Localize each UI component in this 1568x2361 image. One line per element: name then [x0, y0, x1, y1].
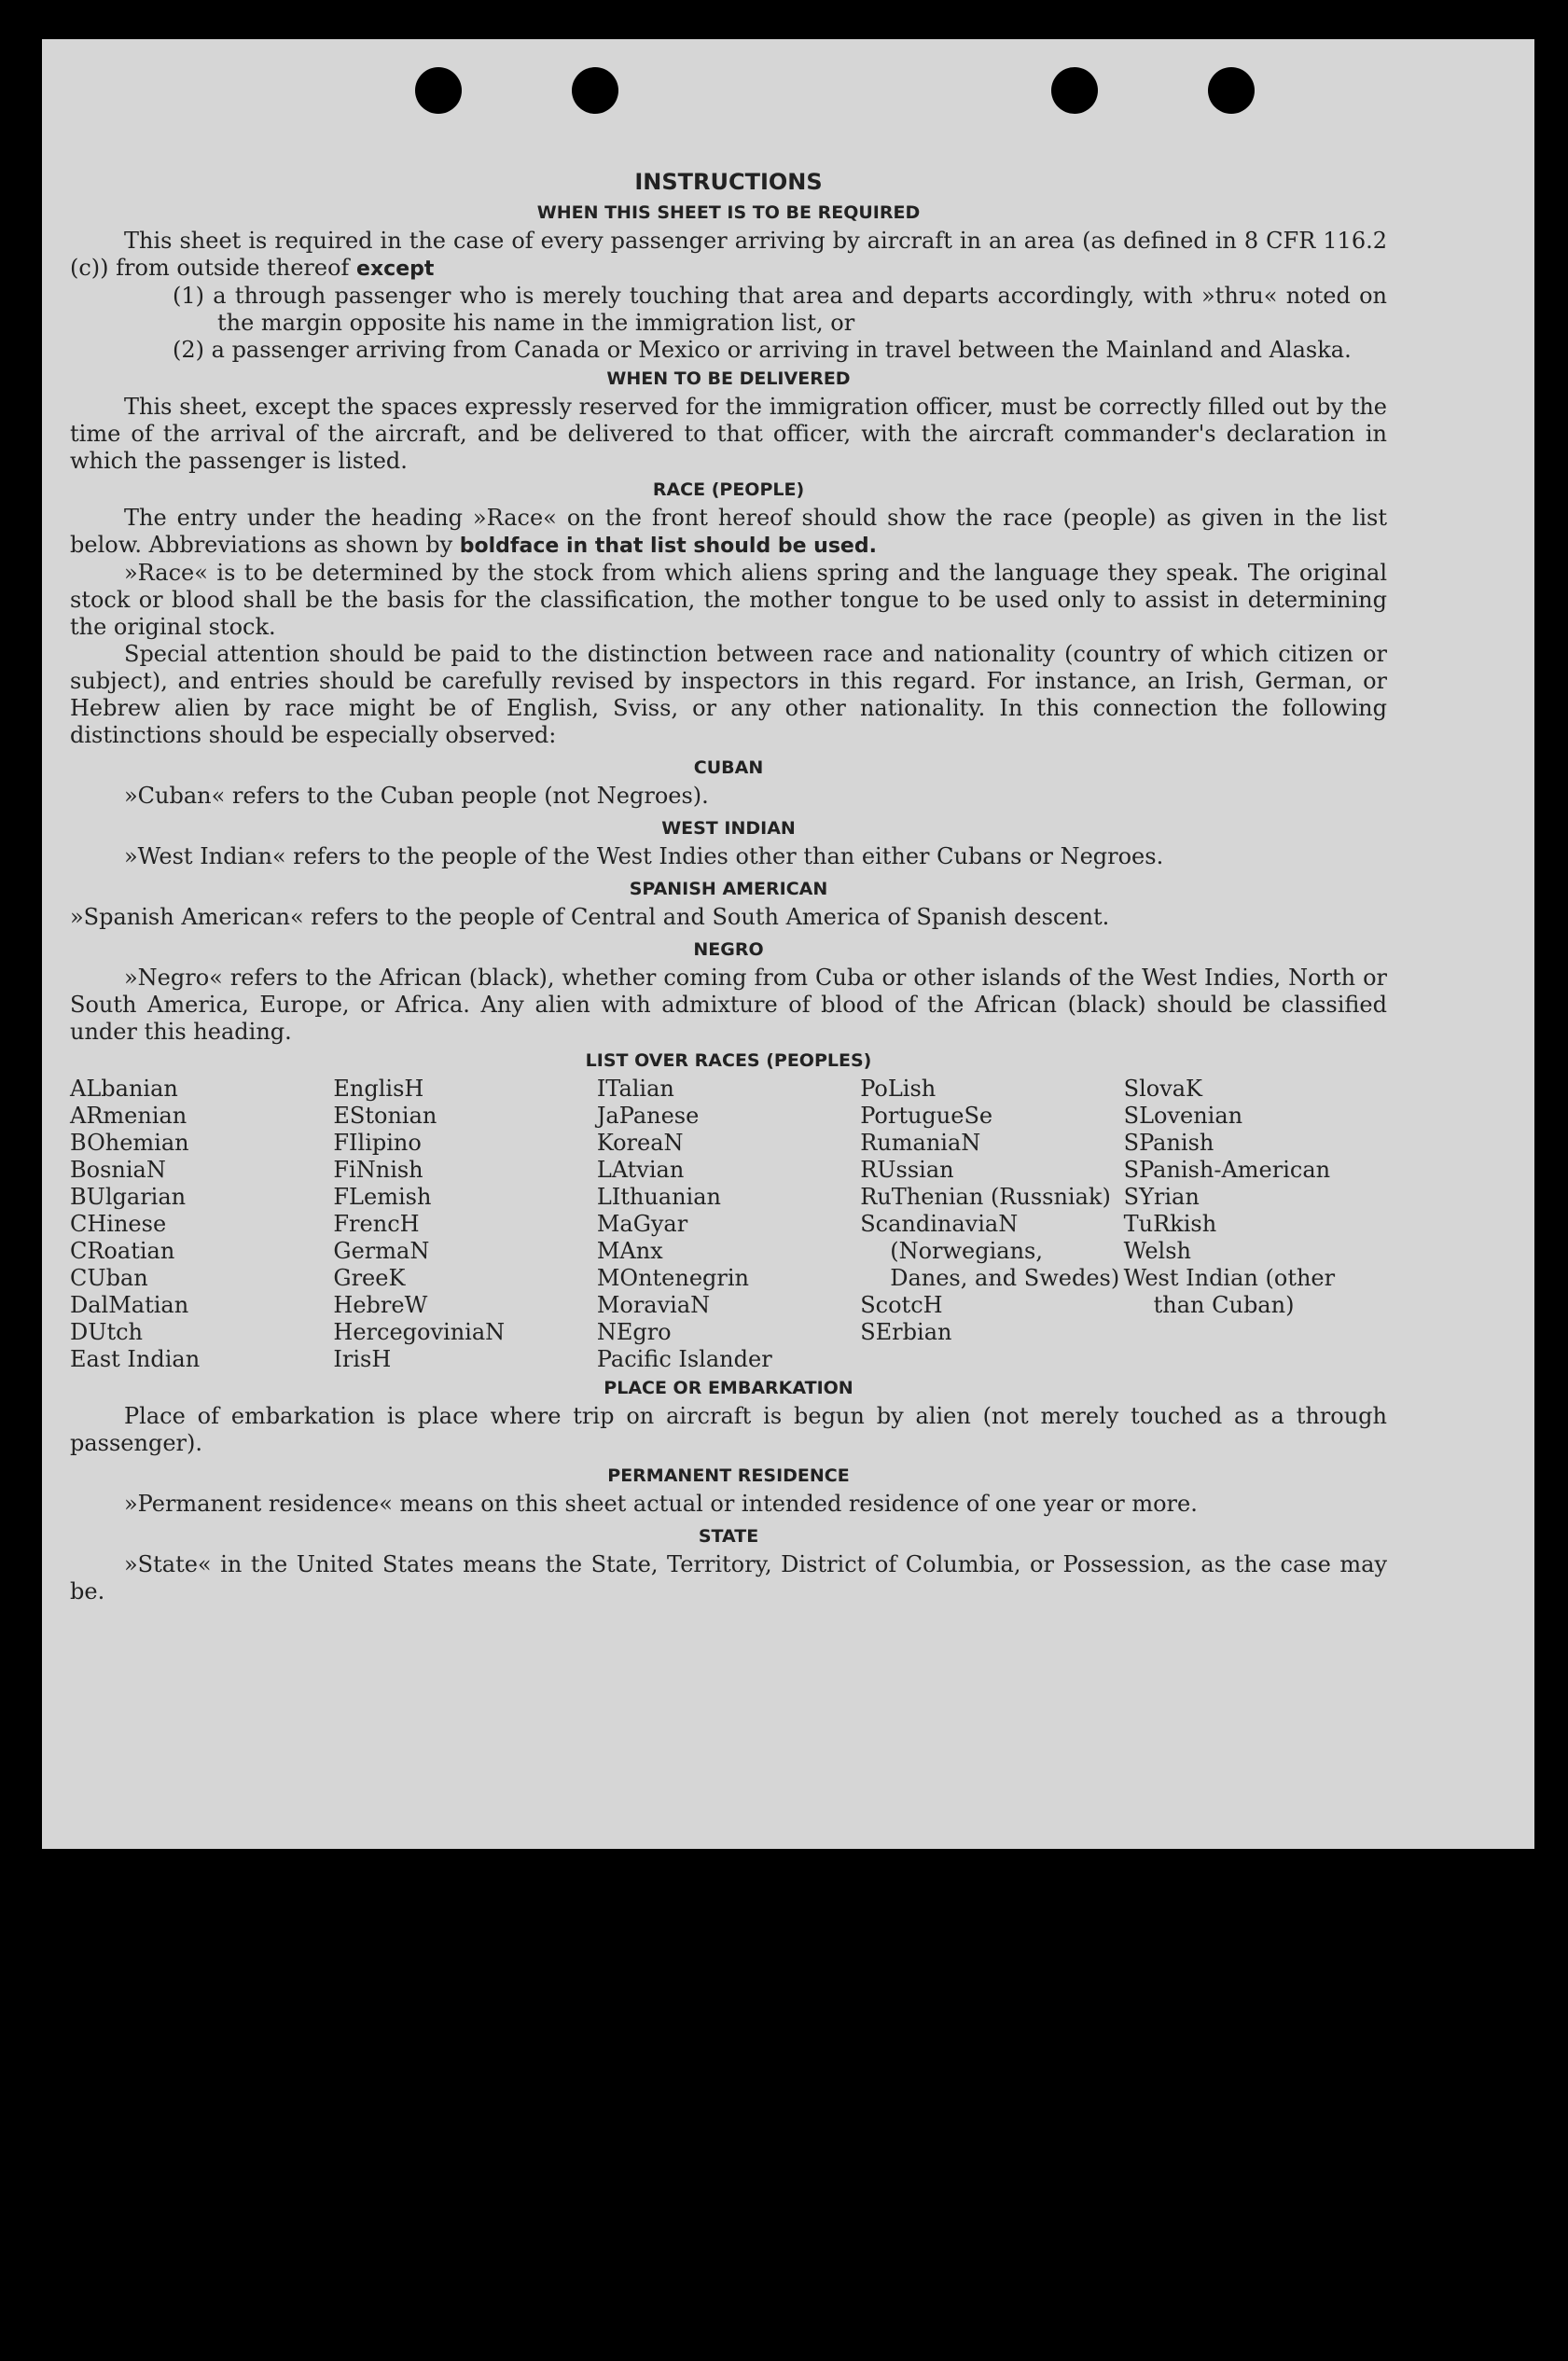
punch-hole	[572, 67, 618, 114]
race-list-item: ITalian	[596, 1076, 674, 1102]
race-list-item: ScotcH	[860, 1292, 943, 1318]
race-list-item: MoraviaN	[596, 1292, 711, 1318]
race-list-item: FrencH	[333, 1211, 420, 1237]
race-list-item: East Indian	[70, 1346, 201, 1372]
race-paragraph-1-keyword: boldface in that list should be used.	[459, 535, 877, 558]
race-list-item: NEgro	[596, 1319, 672, 1345]
race-list-item: DalMatian	[70, 1292, 189, 1318]
race-list-item: TuRkish	[1123, 1211, 1217, 1237]
race-list-item: CHinese	[70, 1211, 167, 1237]
instruction-sheet	[42, 39, 1534, 1849]
section-title-delivered: WHEN TO BE DELIVERED	[606, 368, 851, 389]
race-list-item: EnglisH	[333, 1076, 424, 1102]
section-title-race: RACE (PEOPLE)	[652, 479, 805, 500]
race-list-item: PoLish	[860, 1076, 937, 1102]
race-list-item: Welsh	[1123, 1238, 1191, 1264]
race-list-item: SErbian	[860, 1319, 952, 1345]
instructions-body	[70, 168, 1387, 1605]
race-list-item: SPanish-American	[1123, 1157, 1331, 1183]
race-list-column-4	[860, 1076, 1123, 1373]
race-list-item: CUban	[70, 1265, 148, 1291]
race-list-item: KoreaN	[596, 1130, 684, 1156]
race-list-item: SlovaK	[1123, 1076, 1202, 1102]
race-list-item: CRoatian	[70, 1238, 175, 1264]
race-list-column-5	[1124, 1076, 1387, 1373]
required-intro: This sheet is required in the case of every passenger arriving by aircraft in an area (as defined in 8 CFR 116.2 (c)) from outside thereof except	[70, 228, 1387, 281]
punch-hole	[415, 67, 462, 114]
race-list-item: GreeK	[333, 1265, 406, 1291]
race-list-item: FIlipino	[333, 1130, 422, 1156]
race-list	[70, 1076, 1387, 1373]
race-list-item: RumaniaN	[860, 1130, 981, 1156]
section-title-spanish-american: SPANISH AMERICAN	[629, 879, 828, 899]
race-list-item: LIthuanian	[596, 1184, 721, 1210]
punch-hole	[1208, 67, 1255, 114]
residence-text: »Permanent residence« means on this sheet actual or intended residence of one year or more.	[124, 1491, 1198, 1517]
embarkation-text: Place of embarkation is place where trip on aircraft is begun by alien (not merely touched as a through passenger).	[70, 1403, 1387, 1456]
race-list-column-1	[70, 1076, 333, 1373]
race-list-column-2	[333, 1076, 596, 1373]
section-title-cuban: CUBAN	[693, 757, 764, 778]
race-list-item: BUlgarian	[70, 1184, 187, 1210]
race-list-item: FLemish	[333, 1184, 432, 1210]
race-list-item: FiNnish	[333, 1157, 423, 1183]
section-title-embarkation: PLACE OR EMBARKATION	[604, 1378, 853, 1398]
race-list-item: SYrian	[1123, 1184, 1200, 1210]
section-title-state: STATE	[698, 1526, 759, 1547]
section-title-residence: PERMANENT RESIDENCE	[607, 1465, 850, 1486]
race-list-item: ScandinaviaN (Norwegians, Danes, and Swedes)	[860, 1211, 1120, 1291]
race-list-item: IrisH	[333, 1346, 392, 1372]
race-list-item: PortugueSe	[860, 1103, 993, 1129]
race-list-item: BOhemian	[70, 1130, 189, 1156]
race-paragraph-2: »Race« is to be determined by the stock from which aliens spring and the language they speak. The original stock or blood shall be the basis for the classification, the mother tongue to be used only to assist in determining the original stock.	[70, 560, 1387, 640]
race-list-item: West Indian (other than Cuban)	[1123, 1265, 1336, 1318]
delivered-text: This sheet, except the spaces expressly reserved for the immigration officer, must be correctly filled out by the time of the arrival of the aircraft, and be delivered to that officer, with the aircraft commander's declaration in which the passenger is listed.	[70, 394, 1387, 474]
race-list-item: RuThenian (Russniak)	[860, 1184, 1111, 1210]
race-list-item: HebreW	[333, 1292, 428, 1318]
race-list-item: MAnx	[596, 1238, 663, 1264]
race-list-item: MOntenegrin	[596, 1265, 749, 1291]
race-list-item: MaGyar	[596, 1211, 688, 1237]
west-indian-text: »West Indian« refers to the people of the West Indies other than either Cubans or Negroes.	[124, 843, 1164, 869]
race-list-item: SPanish	[1123, 1130, 1214, 1156]
state-text: »State« in the United States means the State, Territory, District of Columbia, or Possession, as the case may be.	[70, 1551, 1387, 1604]
race-list-item: JaPanese	[596, 1103, 700, 1129]
section-title-required: WHEN THIS SHEET IS TO BE REQUIRED	[536, 202, 921, 223]
race-list-item: Pacific Islander	[596, 1346, 772, 1372]
negro-text: »Negro« refers to the African (black), whether coming from Cuba or other islands of the West Indies, North or South America, Europe, or Africa. Any alien with admixture of blood of the African (black) should be classified under this heading.	[70, 965, 1387, 1045]
race-list-item: ARmenian	[70, 1103, 187, 1129]
race-list-column-3	[597, 1076, 860, 1373]
page-title: INSTRUCTIONS	[634, 169, 823, 195]
required-item-2: (2) a passenger arriving from Canada or Mexico or arriving in travel between the Mainland and Alaska.	[173, 337, 1352, 363]
race-list-item: SLovenian	[1123, 1103, 1243, 1129]
race-list-item: BosniaN	[70, 1157, 166, 1183]
section-title-west-indian: WEST INDIAN	[661, 818, 796, 839]
race-paragraph-1: The entry under the heading »Race« on the front hereof should show the race (people) as given in the list below. Abbreviations as shown by boldface in that list should be used.	[70, 505, 1387, 558]
punch-hole	[1051, 67, 1098, 114]
required-item-1: (1) a through passenger who is merely touching that area and departs accordingly, with »thru« noted on the margin opposite his name in the immigration list, or	[173, 283, 1387, 336]
race-list-item: LAtvian	[596, 1157, 685, 1183]
section-title-race-list: LIST OVER RACES (PEOPLES)	[585, 1050, 872, 1071]
cuban-text: »Cuban« refers to the Cuban people (not Negroes).	[124, 783, 709, 809]
race-list-item: EStonian	[333, 1103, 437, 1129]
section-title-negro: NEGRO	[693, 939, 764, 960]
race-list-item: RUssian	[860, 1157, 954, 1183]
race-list-item: ALbanian	[70, 1076, 178, 1102]
race-list-item: HercegoviniaN	[333, 1319, 506, 1345]
race-list-item: GermaN	[333, 1238, 430, 1264]
race-paragraph-3: Special attention should be paid to the distinction between race and nationality (country of which citizen or subject), and entries should be carefully revised by inspectors in this regard. For instance, an Irish, German, or Hebrew alien by race might be of English, Sviss, or any other nationality. In this connection the following distinctions should be especially observed:	[70, 641, 1387, 748]
race-list-item: DUtch	[70, 1319, 144, 1345]
required-intro-keyword: except	[356, 257, 435, 281]
spanish-american-text: »Spanish American« refers to the people of Central and South America of Spanish descent.	[70, 904, 1110, 930]
